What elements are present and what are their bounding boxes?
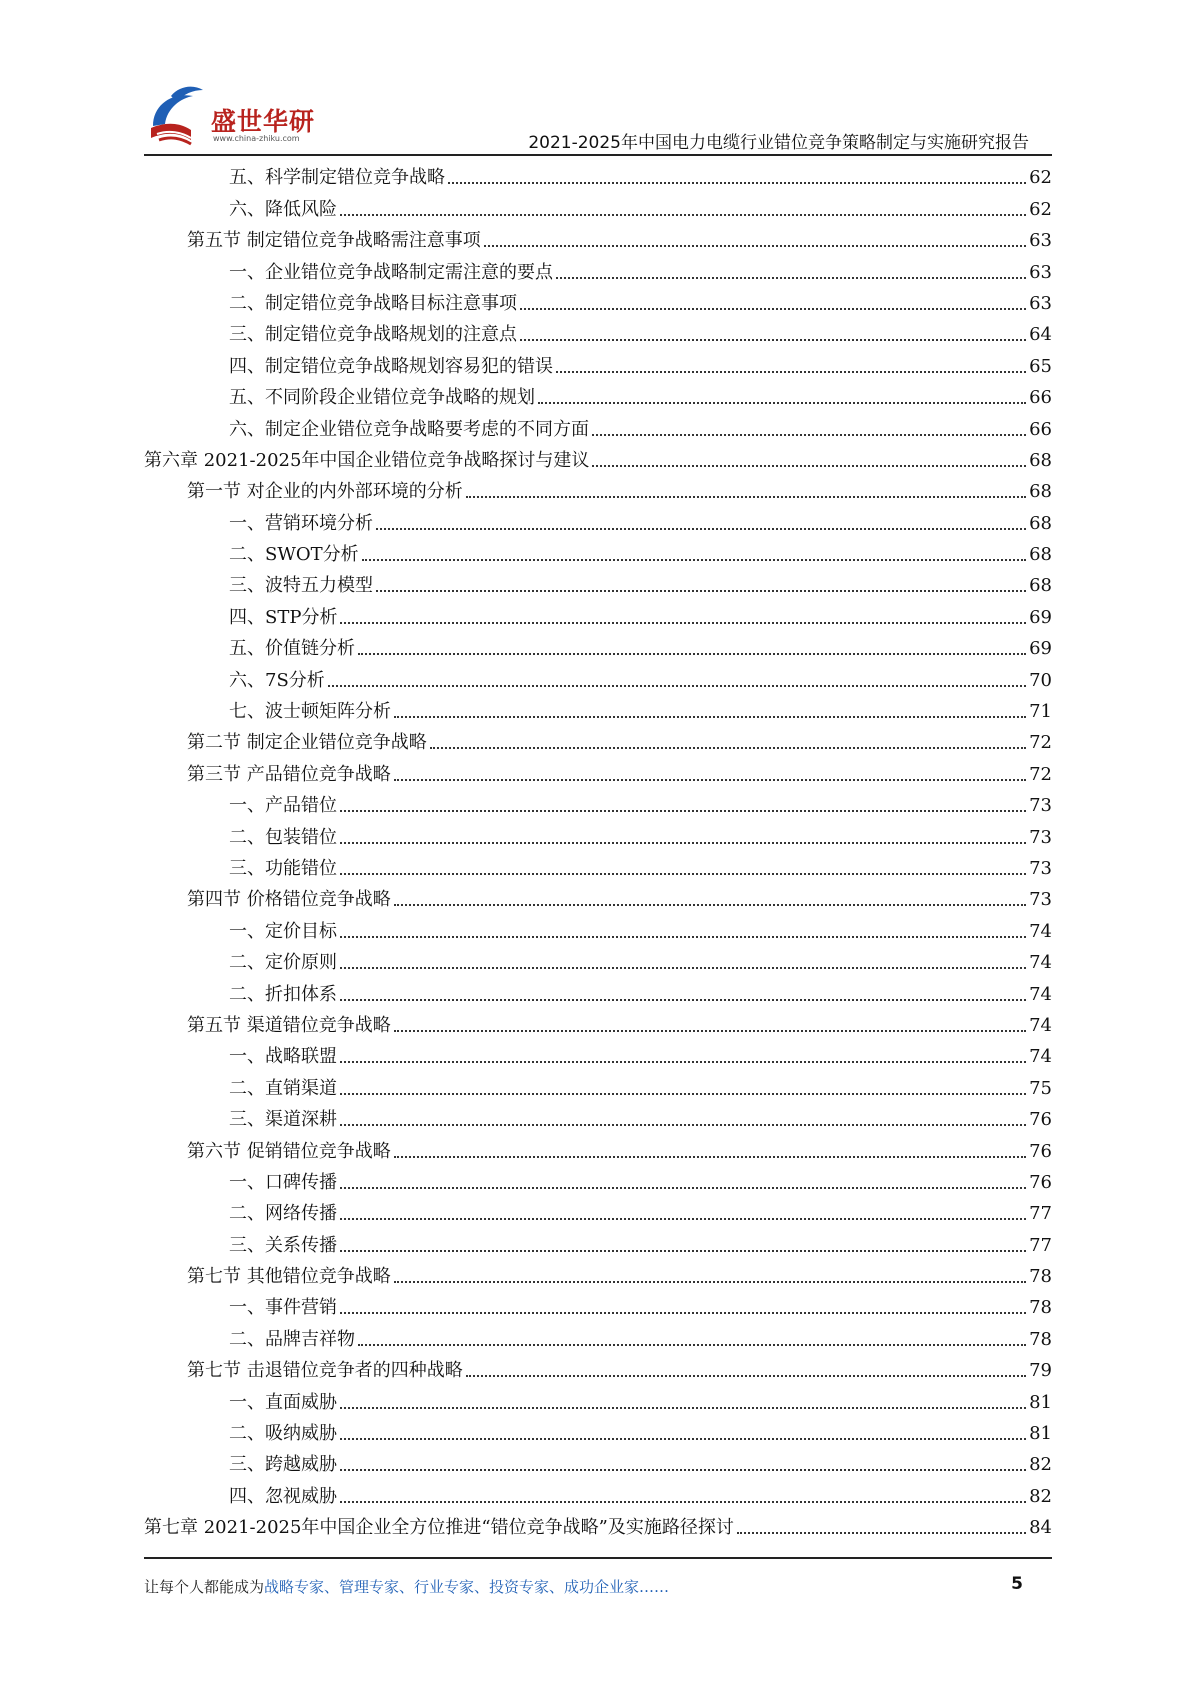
toc-entry-page: 68 <box>1029 575 1052 597</box>
toc-entry-page: 74 <box>1029 1046 1052 1068</box>
toc-entry[interactable] <box>144 252 1052 283</box>
toc-entry-label: 一、战略联盟 <box>229 1046 337 1068</box>
toc-entry[interactable] <box>144 1414 1052 1445</box>
toc-dot-leader <box>448 182 1026 184</box>
toc-entry[interactable] <box>144 692 1052 723</box>
toc-entry-label: 六、制定企业错位竞争战略要考虑的不同方面 <box>229 418 589 440</box>
toc-entry-page: 69 <box>1029 606 1052 628</box>
toc-entry[interactable] <box>144 1319 1052 1350</box>
toc-entry-label: 五、科学制定错位竞争战略 <box>229 167 445 189</box>
footer-slogan-prefix: 让每个人都能成为 <box>144 1578 265 1596</box>
toc-entry-page: 64 <box>1029 324 1052 346</box>
toc-entry-page: 81 <box>1029 1423 1052 1445</box>
toc-entry-label: 五、价值链分析 <box>229 638 355 660</box>
toc-entry[interactable] <box>144 1225 1052 1256</box>
toc-entry-label: 三、制定错位竞争战略规划的注意点 <box>229 324 517 346</box>
toc-entry-label: 第一节 对企业的内外部环境的分析 <box>187 481 463 503</box>
toc-dot-leader <box>394 904 1026 906</box>
toc-entry[interactable] <box>144 629 1052 660</box>
toc-entry[interactable] <box>144 1382 1052 1413</box>
toc-entry[interactable] <box>144 346 1052 377</box>
toc-entry[interactable] <box>144 378 1052 409</box>
company-logo <box>145 82 345 148</box>
toc-dot-leader <box>358 653 1026 655</box>
toc-dot-leader <box>520 339 1026 341</box>
toc-dot-leader <box>376 590 1026 592</box>
toc-dot-leader <box>394 1156 1026 1158</box>
toc-entry-page: 79 <box>1029 1360 1052 1382</box>
toc-dot-leader <box>340 1061 1026 1063</box>
toc-entry-label: 六、降低风险 <box>229 198 337 220</box>
toc-entry[interactable] <box>144 849 1052 880</box>
toc-entry-label: 一、事件营销 <box>229 1297 337 1319</box>
toc-dot-leader <box>340 967 1026 969</box>
toc-dot-leader <box>466 1375 1026 1377</box>
page-header <box>0 0 1191 160</box>
footer-slogan <box>144 1576 669 1597</box>
toc-entry-label: 二、直销渠道 <box>229 1077 337 1099</box>
toc-entry[interactable] <box>144 441 1052 472</box>
toc-entry-page: 62 <box>1029 198 1052 220</box>
footer-slogan-accent: 战略专家、管理专家、行业专家、投资专家、成功企业家…… <box>264 1578 670 1596</box>
toc-entry-page: 68 <box>1029 512 1052 534</box>
toc-entry-label: 二、SWOT分析 <box>229 544 359 566</box>
toc-dot-leader <box>394 1281 1026 1283</box>
toc-dot-leader <box>340 622 1026 624</box>
toc-entry-label: 三、关系传播 <box>229 1234 337 1256</box>
toc-entry-page: 68 <box>1029 544 1052 566</box>
toc-dot-leader <box>358 1344 1026 1346</box>
toc-entry-page: 76 <box>1029 1171 1052 1193</box>
toc-entry[interactable] <box>144 1288 1052 1319</box>
toc-dot-leader <box>340 1250 1026 1252</box>
toc-entry-label: 第七节 其他错位竞争战略 <box>187 1266 391 1288</box>
toc-entry-label: 四、制定错位竞争战略规划容易犯的错误 <box>229 355 553 377</box>
toc-entry[interactable] <box>144 1445 1052 1476</box>
toc-dot-leader <box>362 559 1026 561</box>
toc-entry-page: 81 <box>1029 1391 1052 1413</box>
toc-entry[interactable] <box>144 158 1052 189</box>
toc-entry-label: 二、折扣体系 <box>229 983 337 1005</box>
toc-entry[interactable] <box>144 284 1052 315</box>
toc-entry[interactable] <box>144 974 1052 1005</box>
toc-entry-page: 72 <box>1029 732 1052 754</box>
toc-entry-label: 三、功能错位 <box>229 857 337 879</box>
toc-entry-page: 73 <box>1029 826 1052 848</box>
toc-dot-leader <box>430 747 1026 749</box>
toc-entry[interactable] <box>144 1351 1052 1382</box>
toc-entry-page: 68 <box>1029 481 1052 503</box>
toc-dot-leader <box>340 1218 1026 1220</box>
toc-dot-leader <box>340 999 1026 1001</box>
toc-entry[interactable] <box>144 786 1052 817</box>
toc-entry[interactable] <box>144 1006 1052 1037</box>
logo-name: 盛世华研 <box>211 107 316 136</box>
toc-entry-label: 第二节 制定企业错位竞争战略 <box>187 732 427 754</box>
toc-entry[interactable] <box>144 660 1052 691</box>
toc-entry[interactable] <box>144 1257 1052 1288</box>
toc-entry-page: 73 <box>1029 889 1052 911</box>
toc-entry[interactable] <box>144 1476 1052 1507</box>
toc-entry-page: 74 <box>1029 983 1052 1005</box>
toc-dot-leader <box>737 1532 1026 1534</box>
toc-entry[interactable] <box>144 817 1052 848</box>
toc-entry-page: 63 <box>1029 292 1052 314</box>
toc-entry-label: 三、跨越威胁 <box>229 1454 337 1476</box>
toc-entry-page: 78 <box>1029 1297 1052 1319</box>
toc-entry-label: 二、网络传播 <box>229 1203 337 1225</box>
toc-dot-leader <box>340 214 1026 216</box>
toc-dot-leader <box>538 402 1026 404</box>
toc-dot-leader <box>340 1407 1026 1409</box>
toc-dot-leader <box>592 465 1026 467</box>
toc-entry[interactable] <box>144 723 1052 754</box>
toc-entry-label: 二、制定错位竞争战略目标注意事项 <box>229 292 517 314</box>
toc-entry-label: 二、包装错位 <box>229 826 337 848</box>
toc-entry[interactable] <box>144 472 1052 503</box>
toc-entry-page: 66 <box>1029 387 1052 409</box>
toc-entry-page: 70 <box>1029 669 1052 691</box>
toc-entry-page: 66 <box>1029 418 1052 440</box>
toc-dot-leader <box>556 277 1026 279</box>
toc-entry[interactable] <box>144 535 1052 566</box>
toc-entry-label: 第六节 促销错位竞争战略 <box>187 1140 391 1162</box>
toc-entry-label: 一、直面威胁 <box>229 1391 337 1413</box>
toc-dot-leader <box>328 685 1026 687</box>
toc-dot-leader <box>340 1124 1026 1126</box>
toc-entry-page: 73 <box>1029 857 1052 879</box>
toc-entry[interactable] <box>144 597 1052 628</box>
toc-dot-leader <box>340 1093 1026 1095</box>
toc-entry-label: 四、忽视威胁 <box>229 1485 337 1507</box>
toc-dot-leader <box>394 1030 1026 1032</box>
toc-entry-page: 69 <box>1029 638 1052 660</box>
toc-entry[interactable] <box>144 189 1052 220</box>
toc-entry-label: 一、产品错位 <box>229 795 337 817</box>
toc-dot-leader <box>340 810 1026 812</box>
toc-entry-page: 76 <box>1029 1140 1052 1162</box>
toc-dot-leader <box>592 434 1026 436</box>
toc-entry-page: 78 <box>1029 1328 1052 1350</box>
toc-entry-label: 第三节 产品错位竞争战略 <box>187 763 391 785</box>
toc-entry[interactable] <box>144 1068 1052 1099</box>
toc-dot-leader <box>340 1501 1026 1503</box>
toc-entry-label: 二、吸纳威胁 <box>229 1423 337 1445</box>
toc-entry-page: 71 <box>1029 701 1052 723</box>
toc-entry-page: 76 <box>1029 1109 1052 1131</box>
toc-entry-page: 84 <box>1029 1517 1052 1539</box>
toc-entry-label: 一、企业错位竞争战略制定需注意的要点 <box>229 261 553 283</box>
toc-entry[interactable] <box>144 943 1052 974</box>
toc-entry-label: 二、定价原则 <box>229 952 337 974</box>
toc-dot-leader <box>556 371 1026 373</box>
toc-dot-leader <box>520 308 1026 310</box>
toc-entry[interactable] <box>144 880 1052 911</box>
toc-entry-label: 三、波特五力模型 <box>229 575 373 597</box>
toc-entry-label: 第六章 2021-2025年中国企业错位竞争战略探讨与建议 <box>144 449 590 471</box>
toc-entry-page: 82 <box>1029 1485 1052 1507</box>
toc-dot-leader <box>376 528 1026 530</box>
toc-dot-leader <box>466 496 1026 498</box>
toc-entry[interactable] <box>144 1131 1052 1162</box>
table-of-contents <box>144 158 1052 1539</box>
toc-entry-page: 77 <box>1029 1203 1052 1225</box>
toc-entry[interactable] <box>144 315 1052 346</box>
toc-entry[interactable] <box>144 1194 1052 1225</box>
toc-dot-leader <box>340 1469 1026 1471</box>
toc-entry-page: 63 <box>1029 261 1052 283</box>
toc-entry-label: 六、7S分析 <box>229 669 325 691</box>
toc-entry-page: 74 <box>1029 920 1052 942</box>
toc-entry-label: 第七节 击退错位竞争者的四种战略 <box>187 1360 463 1382</box>
toc-entry-label: 一、定价目标 <box>229 920 337 942</box>
toc-entry-page: 62 <box>1029 167 1052 189</box>
toc-entry[interactable] <box>144 1508 1052 1539</box>
header-divider <box>144 154 1052 156</box>
toc-entry[interactable] <box>144 1100 1052 1131</box>
logo-icon <box>145 82 215 148</box>
report-title: 2021-2025年中国电力电缆行业错位竞争策略制定与实施研究报告 <box>528 133 1029 153</box>
toc-dot-leader <box>340 1187 1026 1189</box>
toc-entry[interactable] <box>144 221 1052 252</box>
toc-entry-label: 三、渠道深耕 <box>229 1109 337 1131</box>
toc-entry-label: 第五节 渠道错位竞争战略 <box>187 1014 391 1036</box>
toc-entry-page: 78 <box>1029 1266 1052 1288</box>
toc-entry-page: 82 <box>1029 1454 1052 1476</box>
logo-url: www.china-zhiku.com <box>213 134 300 143</box>
toc-entry-label: 第七章 2021-2025年中国企业全方位推进“错位竞争战略”及实施路径探讨 <box>144 1517 734 1539</box>
toc-entry-page: 65 <box>1029 355 1052 377</box>
toc-dot-leader <box>394 716 1026 718</box>
toc-entry-page: 77 <box>1029 1234 1052 1256</box>
toc-entry[interactable] <box>144 911 1052 942</box>
toc-entry-label: 五、不同阶段企业错位竞争战略的规划 <box>229 387 535 409</box>
toc-entry-page: 72 <box>1029 763 1052 785</box>
toc-entry-label: 二、品牌吉祥物 <box>229 1328 355 1350</box>
toc-dot-leader <box>394 779 1026 781</box>
page-number: 5 <box>1011 1574 1023 1594</box>
toc-entry[interactable] <box>144 1037 1052 1068</box>
toc-dot-leader <box>340 873 1026 875</box>
toc-entry-page: 74 <box>1029 952 1052 974</box>
toc-entry-page: 73 <box>1029 795 1052 817</box>
toc-dot-leader <box>484 245 1026 247</box>
toc-entry-label: 七、波士顿矩阵分析 <box>229 701 391 723</box>
toc-entry-label: 第五节 制定错位竞争战略需注意事项 <box>187 230 481 252</box>
toc-dot-leader <box>340 1312 1026 1314</box>
toc-entry[interactable] <box>144 566 1052 597</box>
toc-dot-leader <box>340 1438 1026 1440</box>
toc-entry-label: 一、口碑传播 <box>229 1171 337 1193</box>
toc-entry-page: 63 <box>1029 230 1052 252</box>
toc-entry-page: 68 <box>1029 449 1052 471</box>
toc-entry-page: 74 <box>1029 1014 1052 1036</box>
toc-dot-leader <box>340 842 1026 844</box>
toc-entry[interactable] <box>144 1163 1052 1194</box>
toc-entry-label: 四、STP分析 <box>229 606 338 628</box>
toc-dot-leader <box>340 936 1026 938</box>
footer-divider <box>144 1557 1052 1559</box>
toc-entry-page: 75 <box>1029 1077 1052 1099</box>
toc-entry-label: 第四节 价格错位竞争战略 <box>187 889 391 911</box>
toc-entry-label: 一、营销环境分析 <box>229 512 373 534</box>
toc-entry[interactable] <box>144 409 1052 440</box>
toc-entry[interactable] <box>144 503 1052 534</box>
toc-entry[interactable] <box>144 754 1052 785</box>
